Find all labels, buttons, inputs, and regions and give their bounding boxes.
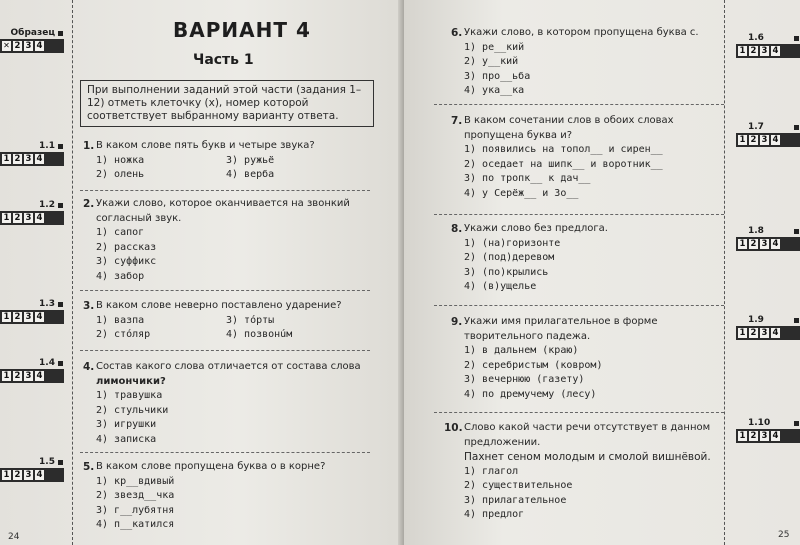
question-stem: Слово какой части речи отсутствует в данном предложении. bbox=[464, 422, 711, 448]
separator bbox=[434, 214, 724, 215]
answer-boxes bbox=[736, 133, 800, 147]
option[interactable]: 4) предлог bbox=[464, 509, 525, 520]
separator bbox=[80, 350, 370, 351]
answer-box[interactable]: 4 bbox=[772, 431, 779, 441]
answer-box[interactable]: 1 bbox=[739, 239, 746, 249]
answer-box[interactable]: 3 bbox=[25, 470, 32, 480]
option[interactable]: 1) в дальнем (краю) bbox=[464, 345, 579, 356]
option[interactable]: 2) у__кий bbox=[464, 56, 519, 67]
options bbox=[96, 226, 366, 284]
answer-block-1-3 bbox=[0, 299, 64, 324]
answer-label: 1.6 bbox=[736, 33, 800, 44]
answer-boxes bbox=[736, 44, 800, 58]
answer-block-1-7 bbox=[736, 122, 800, 147]
question-stem: В каком слове пропущена буква о в корне? bbox=[96, 461, 326, 472]
answer-box[interactable]: 2 bbox=[14, 312, 21, 322]
options bbox=[96, 475, 366, 533]
options bbox=[96, 154, 366, 183]
answer-box[interactable]: 4 bbox=[36, 154, 43, 164]
answer-box[interactable]: 1 bbox=[739, 431, 746, 441]
answer-box[interactable]: 2 bbox=[750, 328, 757, 338]
answer-block-1-6 bbox=[736, 33, 800, 58]
sample-answer-block bbox=[0, 28, 64, 53]
question-stem: Укажи слово без предлога. bbox=[464, 223, 608, 234]
options bbox=[464, 143, 719, 201]
options bbox=[464, 344, 719, 402]
option[interactable]: 4) верба bbox=[226, 169, 275, 180]
answer-box[interactable]: 2 bbox=[750, 431, 757, 441]
answer-box[interactable]: 1 bbox=[3, 470, 10, 480]
answer-box[interactable]: 1 bbox=[739, 328, 746, 338]
option[interactable]: 3) (по)крылись bbox=[464, 266, 549, 278]
question-number: 2. bbox=[83, 198, 95, 210]
answer-box[interactable]: 2 bbox=[14, 154, 21, 164]
question-number: 3. bbox=[83, 300, 95, 312]
answer-label: 1.1 bbox=[0, 141, 64, 152]
answer-box[interactable]: 4 bbox=[772, 46, 779, 56]
separator bbox=[80, 452, 370, 453]
question-number: 4. bbox=[83, 361, 95, 373]
option[interactable]: 3) тóрты bbox=[226, 314, 275, 326]
option[interactable]: 3) вечернюю (газету) bbox=[464, 374, 585, 385]
answer-box[interactable]: 3 bbox=[761, 328, 768, 338]
answer-box[interactable]: 1 bbox=[3, 371, 10, 381]
sample-boxes bbox=[0, 39, 64, 53]
answer-box[interactable]: 4 bbox=[36, 213, 43, 223]
question-number: 10. bbox=[444, 422, 463, 434]
question-stem: Состав какого слова отличается от состава слова bbox=[96, 361, 361, 372]
option[interactable]: 3) по тропк__ к дач__ bbox=[464, 173, 591, 184]
answer-box[interactable]: 3 bbox=[25, 371, 32, 381]
answer-box[interactable]: 2 bbox=[750, 135, 757, 145]
options bbox=[464, 465, 722, 523]
question-10 bbox=[444, 421, 722, 523]
options bbox=[464, 237, 719, 295]
option[interactable]: 1) появились на топол__ и сирен__ bbox=[464, 144, 663, 155]
separator bbox=[434, 104, 724, 105]
option[interactable]: 2) серебристым (ковром) bbox=[464, 359, 603, 371]
answer-box[interactable]: 3 bbox=[25, 154, 32, 164]
answer-boxes bbox=[736, 237, 800, 251]
answer-box[interactable]: 4 bbox=[772, 135, 779, 145]
answer-boxes bbox=[0, 468, 64, 482]
answer-boxes bbox=[736, 326, 800, 340]
answer-box[interactable]: 4 bbox=[772, 239, 779, 249]
option[interactable]: 3) игрушки bbox=[96, 419, 157, 430]
answer-box[interactable]: 4 bbox=[772, 328, 779, 338]
option[interactable]: 4) п__катился bbox=[96, 519, 175, 530]
option[interactable]: 3) г__лубятня bbox=[96, 504, 175, 516]
option[interactable]: 2) рассказ bbox=[96, 241, 157, 253]
question-number: 5. bbox=[83, 461, 95, 473]
option[interactable]: 3) ружьё bbox=[226, 154, 275, 166]
answer-box[interactable]: 4 bbox=[36, 312, 43, 322]
answer-block-1-9 bbox=[736, 315, 800, 340]
question-stem: В каком слове пять букв и четыре звука? bbox=[96, 140, 315, 151]
answer-block-1-2 bbox=[0, 200, 64, 225]
answer-box[interactable]: 3 bbox=[25, 312, 32, 322]
answer-label: 1.8 bbox=[736, 226, 800, 237]
answer-boxes bbox=[0, 211, 64, 225]
option[interactable]: 3) прилагательное bbox=[464, 494, 567, 506]
question-sentence: Пахнет сеном молодым и смолой вишнёвой. bbox=[464, 451, 711, 463]
separator bbox=[434, 412, 724, 413]
option[interactable]: 1) (на)горизонте bbox=[464, 237, 561, 249]
question-8 bbox=[451, 222, 719, 295]
question-5 bbox=[83, 460, 366, 533]
option[interactable]: 4) записка bbox=[96, 433, 157, 445]
separator bbox=[434, 305, 724, 306]
page-number-right: 25 bbox=[778, 530, 790, 540]
option[interactable]: 2) существительное bbox=[464, 480, 573, 491]
question-7 bbox=[451, 114, 719, 201]
page-number-left: 24 bbox=[8, 532, 20, 542]
answer-block-1-4 bbox=[0, 358, 64, 383]
answer-box[interactable]: 1 bbox=[739, 135, 746, 145]
answer-block-1-1 bbox=[0, 141, 64, 166]
answer-label: 1.2 bbox=[0, 200, 64, 211]
question-stem: В каком сочетании слов в обоих словах пропущена буква и? bbox=[464, 115, 674, 141]
option[interactable]: 1) глагол bbox=[464, 465, 519, 477]
sample-label: Образец bbox=[0, 28, 64, 39]
answer-box[interactable]: 2 bbox=[14, 213, 21, 223]
answer-box[interactable]: 1 bbox=[3, 154, 10, 164]
part-title: Часть 1 bbox=[193, 52, 254, 68]
answer-boxes bbox=[0, 369, 64, 383]
answer-box[interactable]: 1 bbox=[3, 312, 10, 322]
answer-box[interactable]: 1 bbox=[3, 213, 10, 223]
answer-boxes bbox=[0, 310, 64, 324]
option[interactable]: 2) (под)деревом bbox=[464, 252, 555, 263]
answer-box[interactable]: 4 bbox=[36, 470, 43, 480]
option[interactable]: 1) вазпа bbox=[96, 314, 145, 326]
question-number: 9. bbox=[451, 316, 463, 328]
option[interactable]: 1) травушка bbox=[96, 390, 163, 401]
answer-label: 1.7 bbox=[736, 122, 800, 133]
answer-box[interactable]: 3 bbox=[761, 135, 768, 145]
option[interactable]: 2) стульчики bbox=[96, 404, 169, 416]
right-page bbox=[404, 0, 800, 545]
option[interactable]: 3) про__ьба bbox=[464, 70, 531, 82]
option[interactable]: 3) суффикс bbox=[96, 256, 157, 267]
option[interactable]: 4) у Серёж__ и Зо__ bbox=[464, 187, 579, 199]
question-9 bbox=[451, 315, 719, 402]
answer-box: 2 bbox=[14, 41, 21, 51]
option[interactable]: 1) сапог bbox=[96, 227, 145, 238]
answer-block-1-5 bbox=[0, 457, 64, 482]
question-4 bbox=[83, 360, 366, 447]
answer-box[interactable]: 3 bbox=[761, 239, 768, 249]
answer-strip-divider bbox=[724, 0, 725, 545]
sample-box-crossed bbox=[2, 41, 11, 51]
question-stem: В каком слове неверно поставлено ударение? bbox=[96, 300, 342, 311]
answer-block-1-8 bbox=[736, 226, 800, 251]
instructions-box: При выполнении заданий этой части (задания 1–12) отметь клеточку (х), номер которой соответствует выбранному варианту ответа. bbox=[80, 80, 374, 127]
separator bbox=[80, 190, 370, 191]
options bbox=[96, 314, 366, 343]
option[interactable]: 2) стóляр bbox=[96, 329, 151, 340]
answer-boxes bbox=[0, 152, 64, 166]
option[interactable]: 4) (в)ущелье bbox=[464, 281, 537, 292]
option[interactable]: 2) оседает на шипк__ и воротник__ bbox=[464, 158, 663, 170]
question-number: 8. bbox=[451, 223, 463, 235]
options bbox=[464, 41, 719, 99]
answer-box[interactable]: 2 bbox=[14, 371, 21, 381]
option[interactable]: 2) звезд__чка bbox=[96, 490, 175, 501]
answer-label: 1.9 bbox=[736, 315, 800, 326]
option[interactable]: 2) олень bbox=[96, 169, 145, 180]
variant-title: ВАРИАНТ 4 bbox=[173, 18, 311, 42]
question-number: 7. bbox=[451, 115, 463, 127]
question-3 bbox=[83, 299, 366, 343]
answer-label: 1.5 bbox=[0, 457, 64, 468]
answer-label: 1.3 bbox=[0, 299, 64, 310]
answer-label: 1.4 bbox=[0, 358, 64, 369]
answer-box[interactable]: 3 bbox=[761, 46, 768, 56]
answer-strip-divider bbox=[72, 0, 73, 545]
option[interactable]: 1) ножка bbox=[96, 154, 145, 166]
answer-box[interactable]: 2 bbox=[14, 470, 21, 480]
option[interactable]: 1) кр__вдивый bbox=[96, 475, 175, 487]
answer-box[interactable]: 3 bbox=[25, 213, 32, 223]
answer-boxes bbox=[736, 429, 800, 443]
option[interactable]: 4) ука__ка bbox=[464, 85, 525, 96]
question-stem-keyword: лимончики? bbox=[96, 375, 166, 387]
answer-box[interactable]: 2 bbox=[750, 46, 757, 56]
question-stem: Укажи слово, которое оканчивается на звонкий согласный звук. bbox=[96, 198, 350, 224]
question-stem: Укажи имя прилагательное в форме творительного падежа. bbox=[464, 316, 658, 342]
question-number: 6. bbox=[451, 27, 463, 39]
question-stem: Укажи слово, в котором пропущена буква с. bbox=[464, 27, 699, 38]
answer-box[interactable]: 3 bbox=[761, 431, 768, 441]
answer-box[interactable]: 4 bbox=[36, 371, 43, 381]
option[interactable]: 1) ре__кий bbox=[464, 41, 525, 53]
question-1 bbox=[83, 139, 366, 183]
separator bbox=[80, 290, 370, 291]
question-2 bbox=[83, 197, 366, 284]
answer-block-1-10 bbox=[736, 418, 800, 443]
option[interactable]: 4) по дремучему (лесу) bbox=[464, 388, 597, 400]
option[interactable]: 4) позвонúм bbox=[226, 329, 293, 340]
answer-label: 1.10 bbox=[736, 418, 800, 429]
answer-box[interactable]: 1 bbox=[739, 46, 746, 56]
answer-box[interactable]: 2 bbox=[750, 239, 757, 249]
answer-box: 3 bbox=[25, 41, 32, 51]
question-number: 1. bbox=[83, 140, 95, 152]
answer-box: 4 bbox=[36, 41, 43, 51]
question-6 bbox=[451, 26, 719, 99]
option[interactable]: 4) забор bbox=[96, 270, 145, 282]
options bbox=[96, 389, 366, 447]
